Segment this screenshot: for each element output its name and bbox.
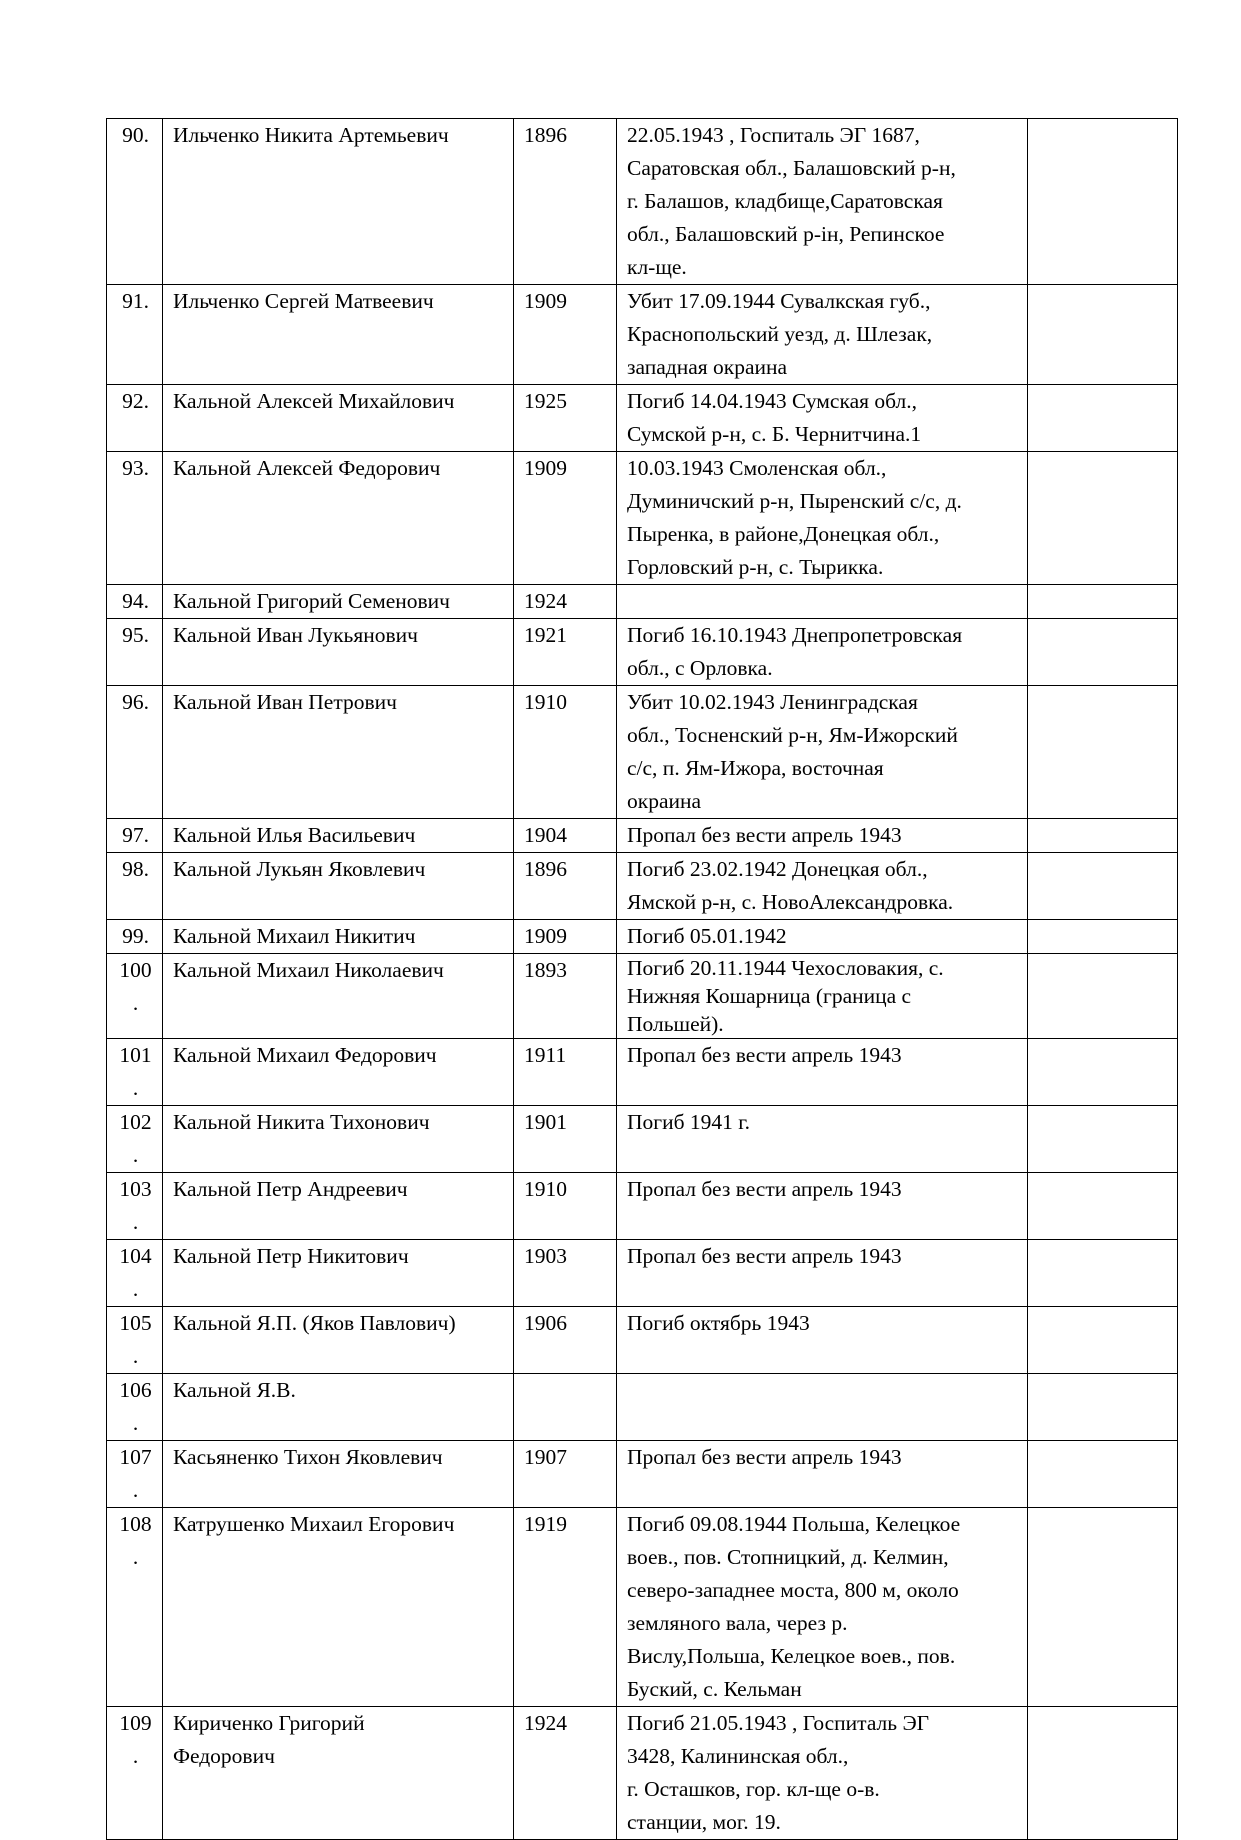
full-name-cell: Касьяненко Тихон Яковлевич: [163, 1441, 514, 1508]
row-number-cell: 106.: [107, 1374, 163, 1441]
row-number-cell: 94.: [107, 585, 163, 619]
birth-year-cell: 1924: [514, 1707, 617, 1840]
birth-year-cell: 1909: [514, 920, 617, 954]
birth-year-cell: 1919: [514, 1508, 617, 1707]
full-name-cell: Кальной Я.В.: [163, 1374, 514, 1441]
note-cell: [1028, 1039, 1178, 1106]
note-cell: [1028, 1307, 1178, 1374]
full-name-cell: Кальной Петр Никитович: [163, 1240, 514, 1307]
birth-year-cell: 1910: [514, 686, 617, 819]
note-cell: [1028, 686, 1178, 819]
row-number-cell: 103.: [107, 1173, 163, 1240]
row-number-cell: 100.: [107, 954, 163, 1039]
full-name-cell: Кальной Иван Петрович: [163, 686, 514, 819]
death-info-cell: Погиб 16.10.1943 Днепропетровская обл., с Орловка.: [617, 619, 1028, 686]
table-body: [107, 119, 1178, 1840]
table-row: [107, 1173, 1178, 1240]
row-number-cell: 99.: [107, 920, 163, 954]
table-row: [107, 1374, 1178, 1441]
row-number-cell: 101.: [107, 1039, 163, 1106]
full-name-cell: Кальной Иван Лукьянович: [163, 619, 514, 686]
birth-year-cell: 1907: [514, 1441, 617, 1508]
table-row: [107, 1039, 1178, 1106]
birth-year-cell: 1925: [514, 385, 617, 452]
table-row: [107, 619, 1178, 686]
note-cell: [1028, 385, 1178, 452]
table-row: [107, 585, 1178, 619]
note-cell: [1028, 285, 1178, 385]
birth-year-cell: 1924: [514, 585, 617, 619]
row-number-cell: 108.: [107, 1508, 163, 1707]
note-cell: [1028, 1173, 1178, 1240]
full-name-cell: Кальной Григорий Семенович: [163, 585, 514, 619]
row-number-cell: 109.: [107, 1707, 163, 1840]
full-name-cell: Ильченко Сергей Матвеевич: [163, 285, 514, 385]
death-info-cell: Пропал без вести апрель 1943: [617, 1039, 1028, 1106]
row-number-cell: 95.: [107, 619, 163, 686]
note-cell: [1028, 853, 1178, 920]
note-cell: [1028, 819, 1178, 853]
note-cell: [1028, 1240, 1178, 1307]
birth-year-cell: 1901: [514, 1106, 617, 1173]
note-cell: [1028, 1508, 1178, 1707]
table-row: [107, 1240, 1178, 1307]
birth-year-cell: 1903: [514, 1240, 617, 1307]
full-name-cell: Кириченко Григорий Федорович: [163, 1707, 514, 1840]
birth-year-cell: 1909: [514, 452, 617, 585]
full-name-cell: Кальной Я.П. (Яков Павлович): [163, 1307, 514, 1374]
full-name-cell: Кальной Михаил Николаевич: [163, 954, 514, 1039]
note-cell: [1028, 1707, 1178, 1840]
row-number-cell: 105.: [107, 1307, 163, 1374]
full-name-cell: Кальной Алексей Михайлович: [163, 385, 514, 452]
birth-year-cell: 1896: [514, 119, 617, 285]
birth-year-cell: 1906: [514, 1307, 617, 1374]
table-row: [107, 1441, 1178, 1508]
birth-year-cell: 1910: [514, 1173, 617, 1240]
row-number-cell: 96.: [107, 686, 163, 819]
death-info-cell: 22.05.1943 , Госпиталь ЭГ 1687, Саратовская обл., Балашовский р-н, г. Балашов, кладбище,Саратовская обл., Балашовский р-ін, Репинское кл-ще.: [617, 119, 1028, 285]
table-row: [107, 920, 1178, 954]
note-cell: [1028, 954, 1178, 1039]
table-row: [107, 1707, 1178, 1840]
death-info-cell: Погиб октябрь 1943: [617, 1307, 1028, 1374]
death-info-cell: Убит 10.02.1943 Ленинградская обл., Тосненский р-н, Ям-Ижорский с/с, п. Ям-Ижора, восточная окраина: [617, 686, 1028, 819]
note-cell: [1028, 1374, 1178, 1441]
table-row: [107, 1508, 1178, 1707]
death-info-cell: Пропал без вести апрель 1943: [617, 819, 1028, 853]
full-name-cell: Ильченко Никита Артемьевич: [163, 119, 514, 285]
death-info-cell: Погиб 14.04.1943 Сумская обл., Сумской р-н, с. Б. Чернитчина.1: [617, 385, 1028, 452]
table-row: [107, 119, 1178, 285]
birth-year-cell: 1921: [514, 619, 617, 686]
death-info-cell: Пропал без вести апрель 1943: [617, 1441, 1028, 1508]
death-info-cell: [617, 585, 1028, 619]
full-name-cell: Кальной Михаил Никитич: [163, 920, 514, 954]
death-info-cell: Погиб 21.05.1943 , Госпиталь ЭГ 3428, Калининская обл., г. Осташков, гор. кл-ще о-в. станции, мог. 19.: [617, 1707, 1028, 1840]
note-cell: [1028, 1106, 1178, 1173]
table-row: [107, 954, 1178, 1039]
row-number-cell: 90.: [107, 119, 163, 285]
note-cell: [1028, 619, 1178, 686]
full-name-cell: Кальной Никита Тихонович: [163, 1106, 514, 1173]
death-info-cell: Погиб 1941 г.: [617, 1106, 1028, 1173]
note-cell: [1028, 1441, 1178, 1508]
row-number-cell: 104.: [107, 1240, 163, 1307]
table-row: [107, 285, 1178, 385]
birth-year-cell: 1911: [514, 1039, 617, 1106]
death-info-cell: Погиб 05.01.1942: [617, 920, 1028, 954]
row-number-cell: 93.: [107, 452, 163, 585]
death-info-cell: Погиб 09.08.1944 Польша, Келецкое воев., пов. Стопницкий, д. Келмин, северо-западнее моста, 800 м, около земляного вала, через р. Вислу,Польша, Келецкое воев., пов. Буский, с. Кельман: [617, 1508, 1028, 1707]
table-row: [107, 385, 1178, 452]
full-name-cell: Кальной Лукьян Яковлевич: [163, 853, 514, 920]
row-number-cell: 98.: [107, 853, 163, 920]
full-name-cell: Кальной Алексей Федорович: [163, 452, 514, 585]
death-info-cell: 10.03.1943 Смоленская обл., Думиничский р-н, Пыренский с/с, д. Пыренка, в районе,Донецкая обл., Горловский р-н, с. Тырикка.: [617, 452, 1028, 585]
birth-year-cell: 1893: [514, 954, 617, 1039]
birth-year-cell: 1904: [514, 819, 617, 853]
death-info-cell: Убит 17.09.1944 Сувалкская губ., Краснопольский уезд, д. Шлезак, западная окраина: [617, 285, 1028, 385]
row-number-cell: 92.: [107, 385, 163, 452]
note-cell: [1028, 585, 1178, 619]
full-name-cell: Кальной Петр Андреевич: [163, 1173, 514, 1240]
death-info-cell: Пропал без вести апрель 1943: [617, 1240, 1028, 1307]
death-info-cell: Погиб 20.11.1944 Чехословакия, с. Нижняя Кошарница (граница с Польшей).: [617, 954, 1028, 1039]
table-row: [107, 853, 1178, 920]
table-row: [107, 1106, 1178, 1173]
birth-year-cell: [514, 1374, 617, 1441]
note-cell: [1028, 119, 1178, 285]
table-row: [107, 1307, 1178, 1374]
row-number-cell: 107.: [107, 1441, 163, 1508]
casualty-table: [106, 118, 1178, 1840]
row-number-cell: 97.: [107, 819, 163, 853]
row-number-cell: 91.: [107, 285, 163, 385]
table-row: [107, 819, 1178, 853]
note-cell: [1028, 920, 1178, 954]
row-number-cell: 102.: [107, 1106, 163, 1173]
full-name-cell: Кальной Илья Васильевич: [163, 819, 514, 853]
table-row: [107, 686, 1178, 819]
birth-year-cell: 1909: [514, 285, 617, 385]
birth-year-cell: 1896: [514, 853, 617, 920]
death-info-cell: Пропал без вести апрель 1943: [617, 1173, 1028, 1240]
full-name-cell: Катрушенко Михаил Егорович: [163, 1508, 514, 1707]
death-info-cell: [617, 1374, 1028, 1441]
note-cell: [1028, 452, 1178, 585]
table-row: [107, 452, 1178, 585]
full-name-cell: Кальной Михаил Федорович: [163, 1039, 514, 1106]
death-info-cell: Погиб 23.02.1942 Донецкая обл., Ямской р-н, с. НовоАлександровка.: [617, 853, 1028, 920]
